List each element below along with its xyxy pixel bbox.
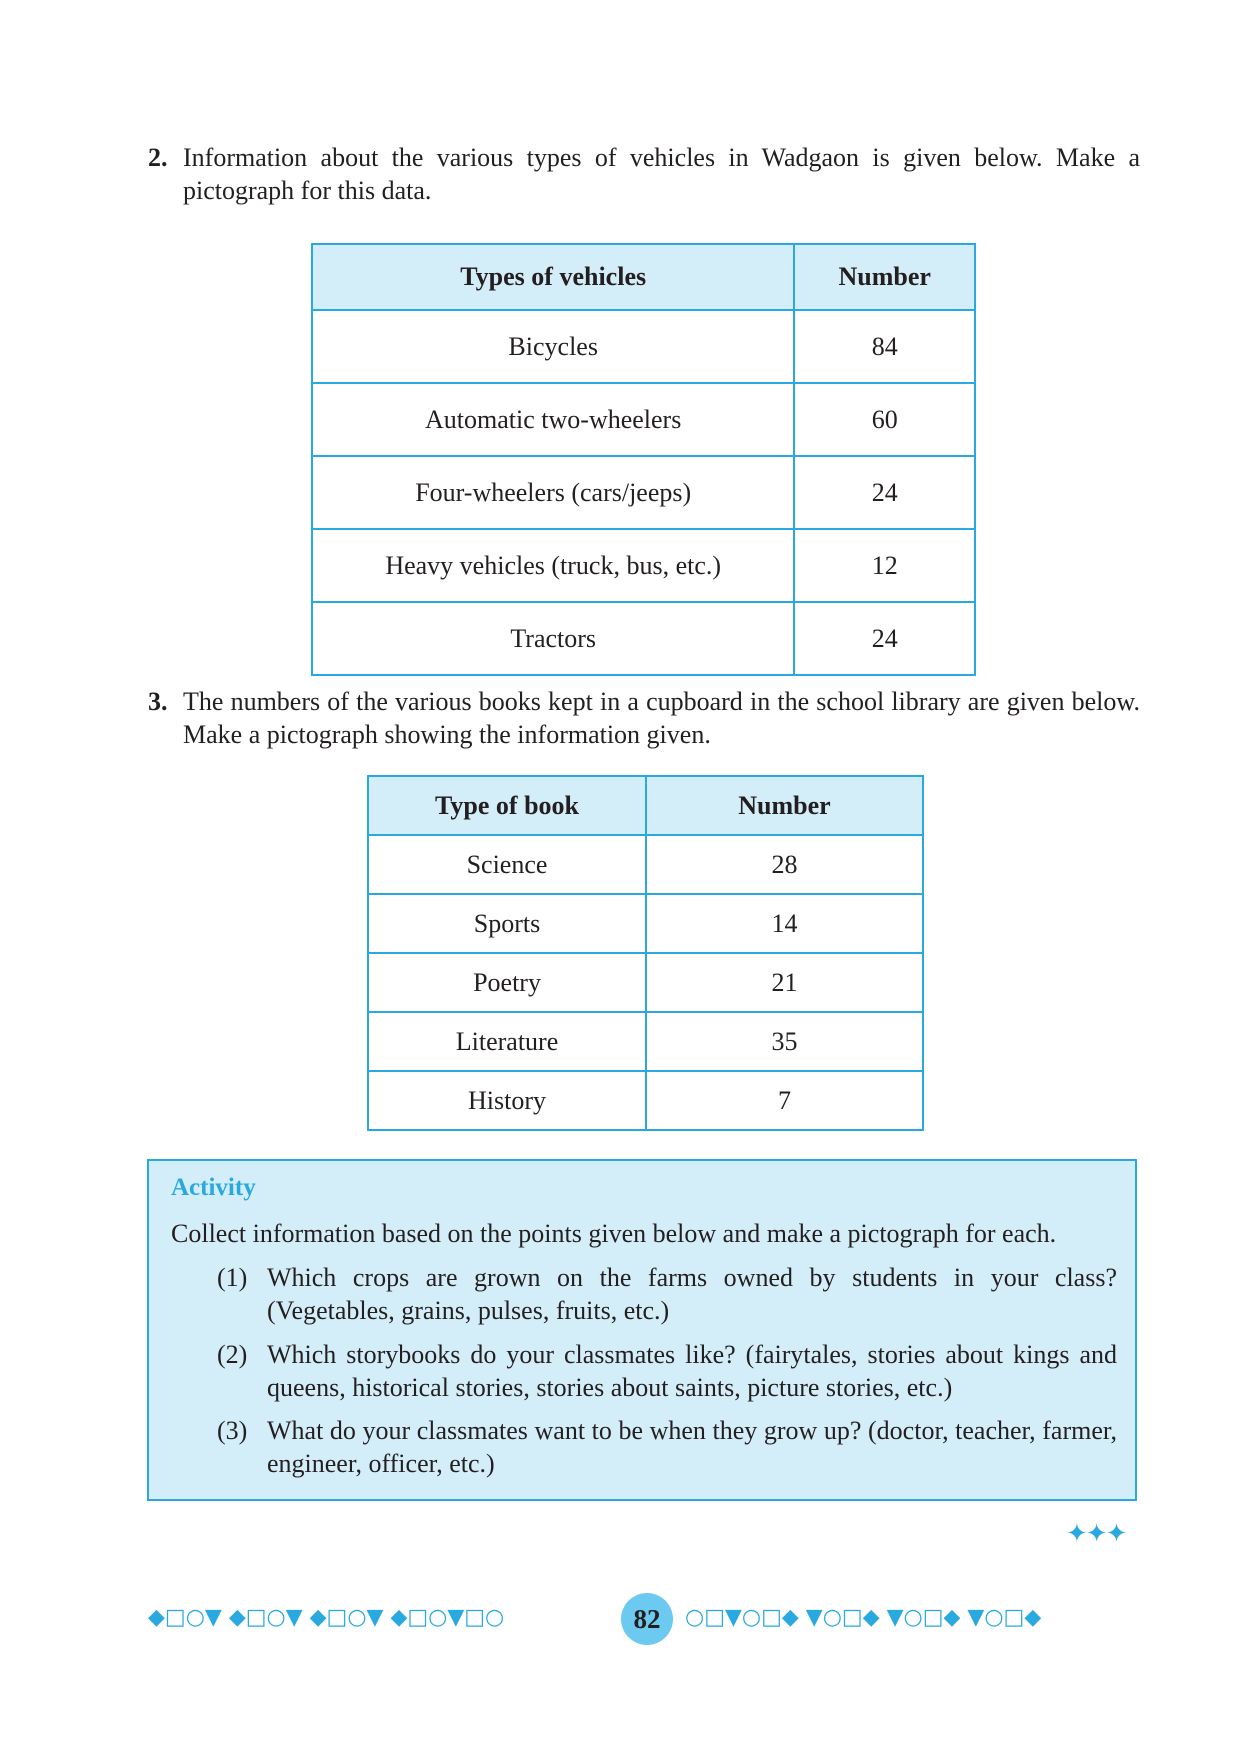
activity-item [217,1414,1117,1480]
table-row [312,310,975,383]
table-cell: Automatic two-wheelers [312,383,794,456]
table-cell: 35 [646,1012,923,1071]
table-row [312,383,975,456]
activity-item-number: (3) [217,1416,248,1445]
table-cell: Bicycles [312,310,794,383]
activity-item-text: What do your classmates want to be when they grow up? (doctor, teacher, farmer, engineer, officer, etc.) [267,1416,1117,1478]
activity-item-number: (2) [217,1340,248,1369]
question-text: Information about the various types of vehicles in Wadgaon is given below. Make a pictograph for this data. [183,143,1140,205]
page-number: 82 [621,1593,673,1645]
table-cell: Sports [368,894,646,953]
table-row [368,894,923,953]
table-row [312,529,975,602]
table-row [312,456,975,529]
table-cell: 60 [794,383,975,456]
table-cell: Poetry [368,953,646,1012]
table-cell: 24 [794,456,975,529]
books-table [367,775,924,1131]
table-cell: 24 [794,602,975,675]
table-cell: 12 [794,529,975,602]
table-cell: 21 [646,953,923,1012]
table-cell: Heavy vehicles (truck, bus, etc.) [312,529,794,602]
table-row [368,1012,923,1071]
end-stars-icon: ✦✦✦ [1066,1519,1126,1548]
table-row [368,1071,923,1130]
activity-item-text: Which crops are grown on the farms owned by students in your class? (Vegetables, grains, pulses, fruits, etc.) [267,1263,1117,1325]
activity-item [217,1338,1117,1404]
table-row [368,953,923,1012]
table-header-row [368,776,923,835]
table-cell: 84 [794,310,975,383]
vehicles-table [311,243,976,676]
table-cell: 14 [646,894,923,953]
table-row [312,602,975,675]
table-header-cell: Types of vehicles [312,244,794,310]
activity-item-text: Which storybooks do your classmates like? (fairytales, stories about kings and queens, historical stories, stories about saints, picture stories, etc.) [267,1340,1117,1402]
question-number: 3. [148,687,168,716]
footer-pattern-right: ○□▼○□◆ ▼○□◆ ▼○□◆ ▼○□◆ [685,1605,1042,1630]
table-row [368,835,923,894]
table-cell: Science [368,835,646,894]
table-cell: Tractors [312,602,794,675]
table-cell: Four-wheelers (cars/jeeps) [312,456,794,529]
table-header-cell: Number [646,776,923,835]
question-text: The numbers of the various books kept in a cupboard in the school library are given below. Make a pictograph showing the information given. [183,687,1140,749]
table-header-row [312,244,975,310]
activity-intro: Collect information based on the points given below and make a pictograph for each. [171,1219,1057,1248]
table-header-cell: Type of book [368,776,646,835]
table-cell: History [368,1071,646,1130]
page-footer [148,1593,1140,1645]
table-cell: Literature [368,1012,646,1071]
question-number: 2. [148,143,168,172]
activity-item-number: (1) [217,1263,248,1292]
question-2 [148,141,1140,207]
table-cell: 7 [646,1071,923,1130]
activity-item [217,1261,1117,1327]
question-3 [148,685,1140,751]
footer-pattern-left: ◆□○▼ ◆□○▼ ◆□○▼ ◆□○▼□○ [148,1605,505,1630]
table-cell: 28 [646,835,923,894]
activity-title: Activity [171,1174,256,1201]
activity-box [147,1159,1137,1501]
table-header-cell: Number [794,244,975,310]
